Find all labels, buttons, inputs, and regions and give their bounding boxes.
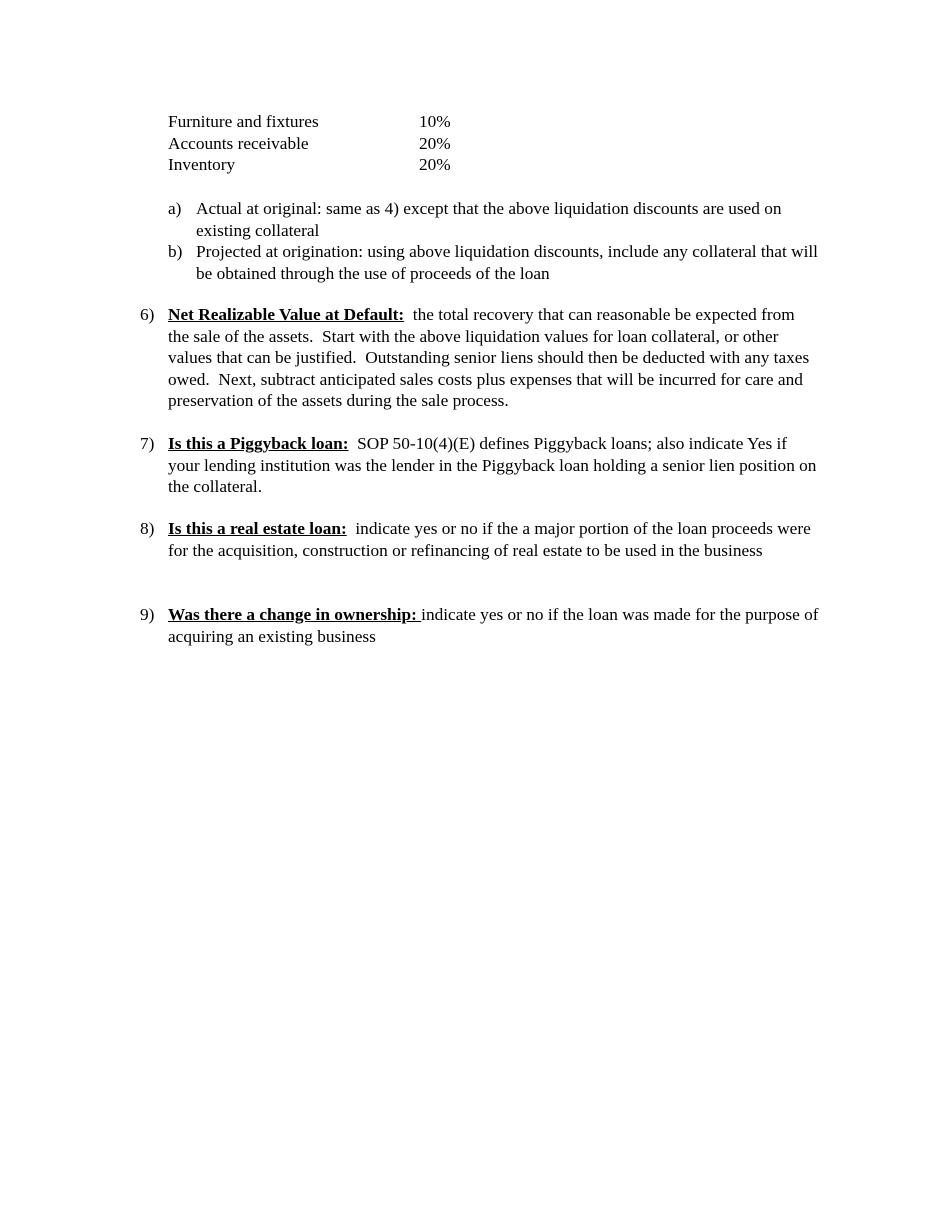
discount-label: Accounts receivable — [168, 133, 309, 153]
item-number: 7) — [140, 434, 155, 453]
sub-item-marker: a) — [168, 199, 182, 218]
item-number: 9) — [140, 605, 155, 624]
item-number: 6) — [140, 305, 155, 324]
discount-row — [168, 111, 451, 133]
discount-label: Inventory — [168, 155, 236, 175]
collateral-sub-list — [168, 198, 818, 284]
sub-list-item — [168, 241, 818, 284]
discount-label: Furniture and fixtures — [168, 112, 319, 131]
item-description: indicate yes or no if the loan was made for the purpose of acquiring an existing business — [168, 605, 819, 646]
item-term: Net Realizable Value at Default: — [168, 305, 405, 324]
discount-value: 20% — [419, 133, 451, 153]
sub-item-text: Actual at original: same as 4) except that the above liquidation discounts are used on existing collateral — [196, 199, 782, 240]
item-body — [168, 604, 820, 647]
numbered-item-change-in-ownership — [140, 604, 820, 647]
item-term: Was there a change in ownership: — [168, 605, 422, 624]
item-description: indicate yes or no if the a major portion of the loan proceeds were for the acquisition, construction or refinancing of real estate to be used in the business — [168, 519, 816, 560]
sub-list-item — [168, 198, 818, 241]
item-body — [168, 518, 820, 561]
item-number: 8) — [140, 519, 155, 538]
item-body — [168, 304, 820, 412]
numbered-item-real-estate-loan — [140, 518, 820, 561]
discount-value: 20% — [419, 155, 451, 175]
numbered-item-piggyback-loan — [140, 433, 820, 498]
item-description: the total recovery that can reasonable be expected from the sale of the assets. Start with the above liquidation values for loan collateral, or other values that can be justified. Outstanding senior liens should then be deducted with any taxes owed. Next, subtract anticipated sales costs plus expenses that will be incurred for care and preservation of the assets during the sale process. — [168, 305, 814, 411]
discount-row — [168, 133, 451, 155]
numbered-item-net-realizable-value — [140, 304, 820, 412]
item-term: Is this a real estate loan: — [168, 519, 347, 538]
item-term: Is this a Piggyback loan: — [168, 434, 349, 453]
sub-item-marker: b) — [168, 242, 183, 262]
sub-item-text: Projected at origination: using above liquidation discounts, include any collateral that will be obtained through the use of proceeds of the loan — [196, 242, 818, 283]
item-body — [168, 433, 820, 498]
discount-value: 10% — [419, 112, 451, 131]
discount-row — [168, 154, 451, 176]
liquidation-discount-table — [168, 111, 451, 176]
item-description: SOP 50-10(4)(E) defines Piggyback loans; also indicate Yes if your lending institution was the lender in the Piggyback loan holding a senior lien position on the collateral. — [168, 434, 821, 497]
